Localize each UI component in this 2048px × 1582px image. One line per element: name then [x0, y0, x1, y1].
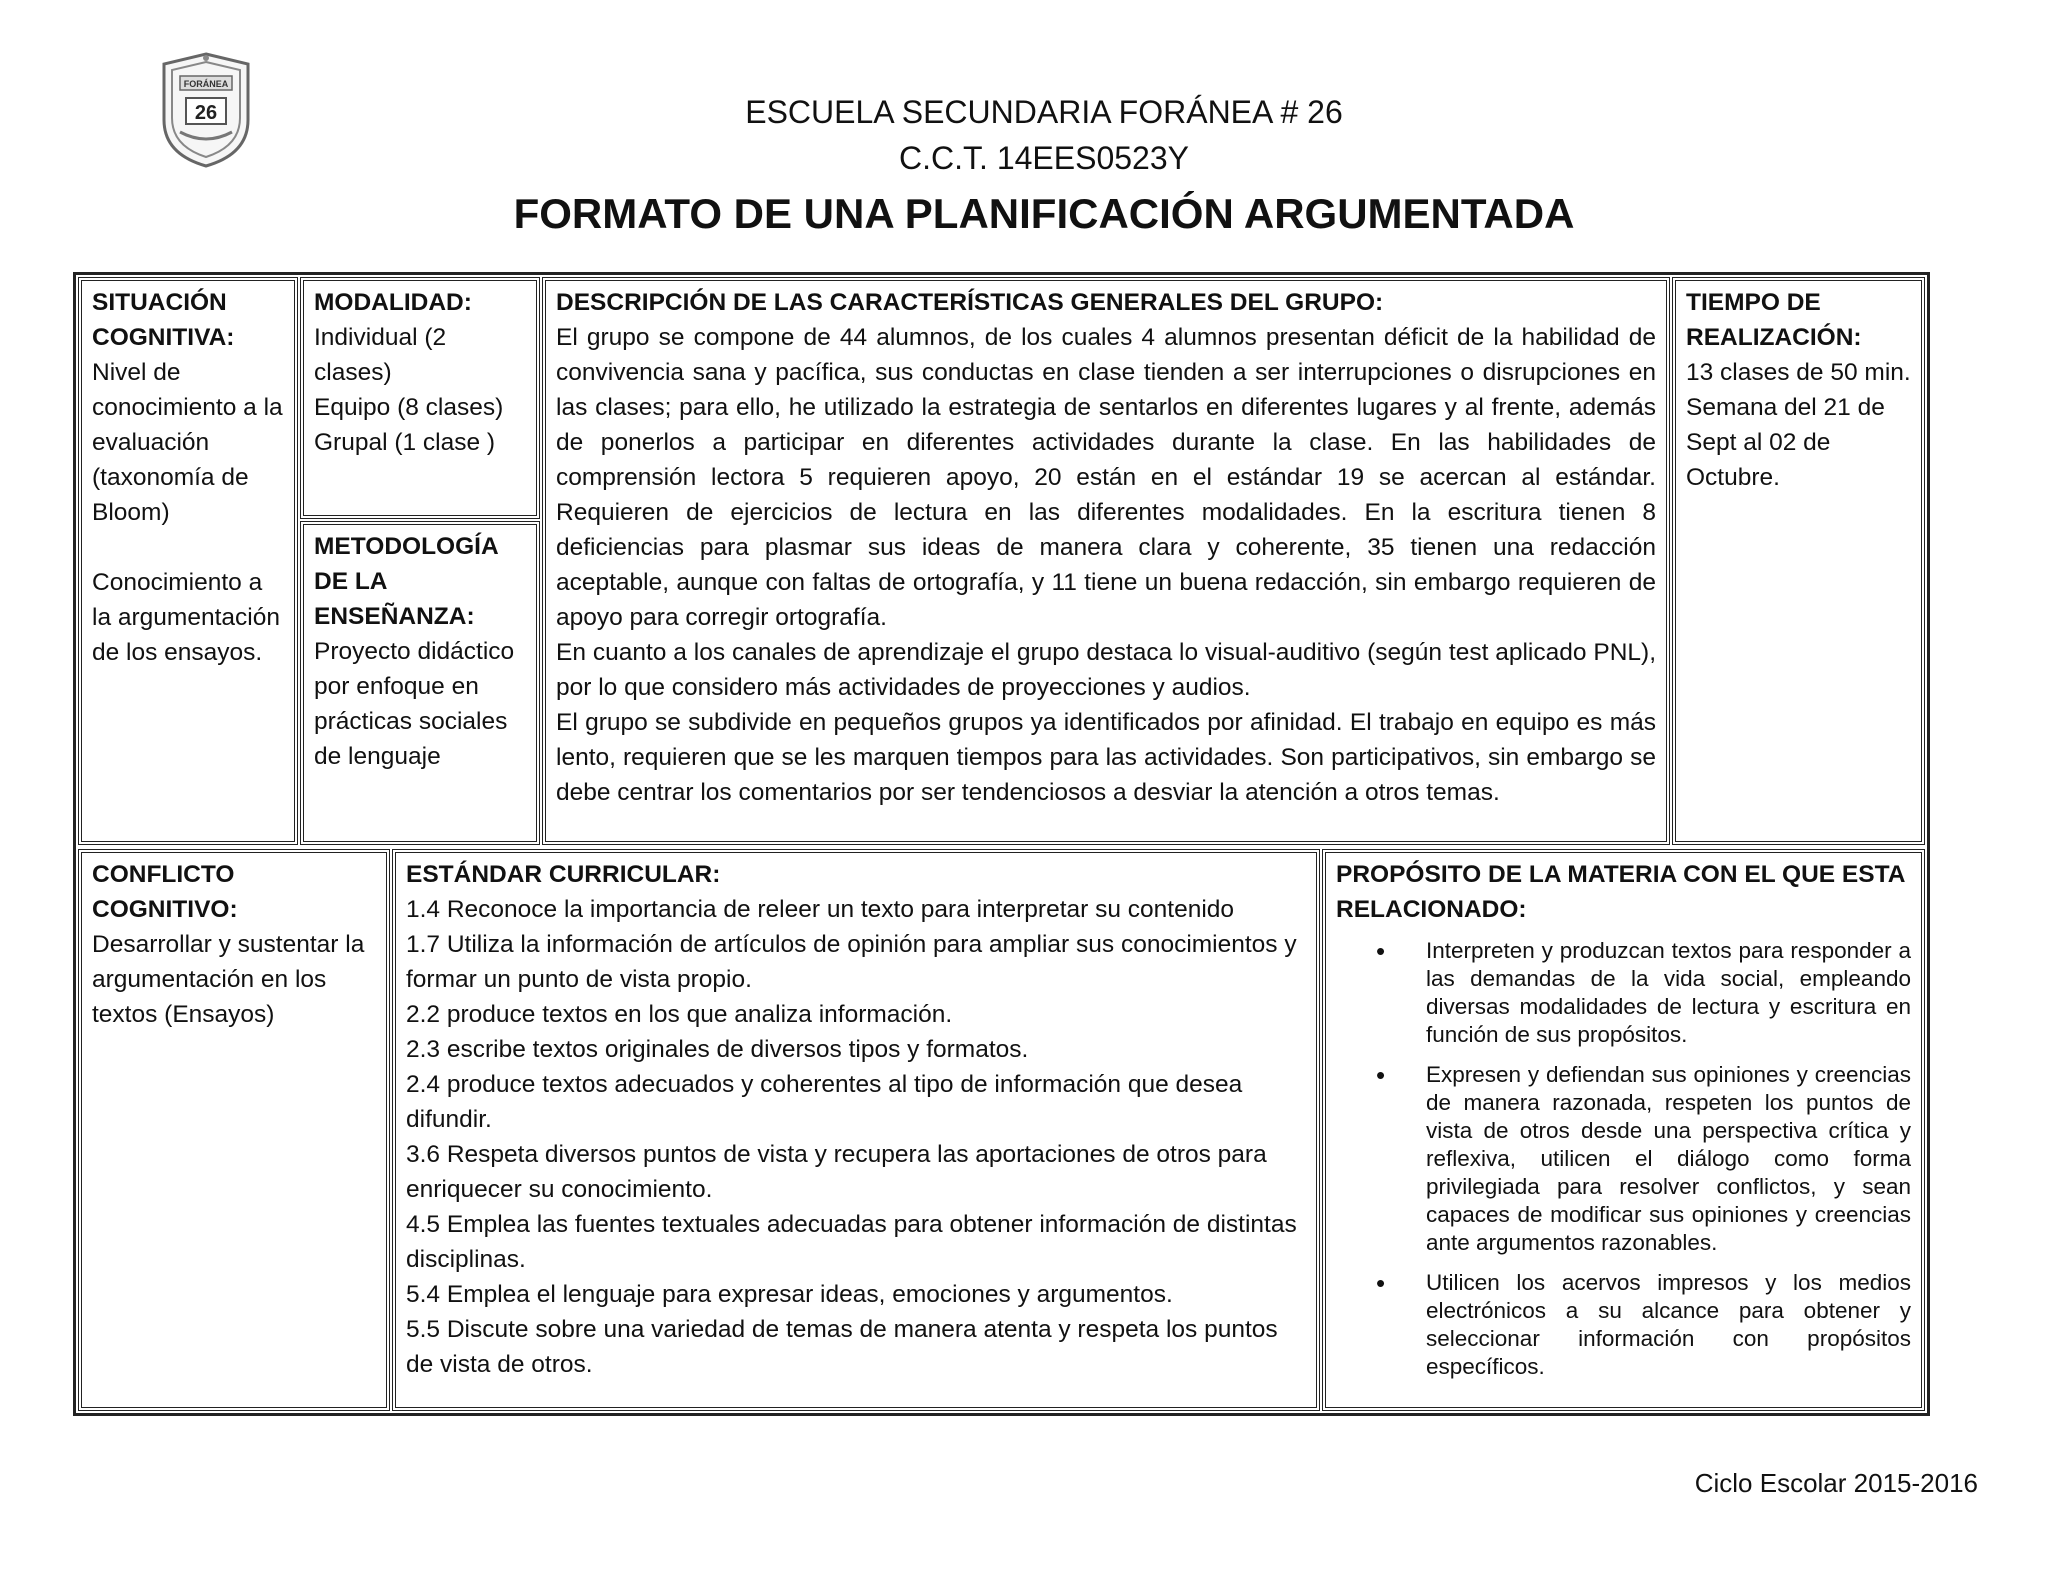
- modalidad-line: Equipo (8 clases): [314, 394, 504, 421]
- estandar-item: 3.6 Respeta diversos puntos de vista y recupera las aportaciones de otros para enriquecer su conocimiento.: [406, 1141, 1267, 1203]
- estandar-curricular-cell: [392, 849, 1320, 1411]
- school-cycle: Ciclo Escolar 2015-2016: [1694, 1468, 1978, 1498]
- tiempo-heading: TIEMPO DE REALIZACIÓN:: [1686, 289, 1862, 351]
- modalidad-cell: [300, 277, 540, 519]
- descripcion-paragraph: El grupo se subdivide en pequeños grupos ya identificados por afinidad. El trabajo en equipo es más lento, requieren que se les marquen tiempos para las actividades. Son participativos, sin embargo se debe centrar los comentarios por ser tendenciosos a desviar la atención a otros temas.: [556, 709, 1656, 806]
- crest-number: 26: [194, 102, 218, 124]
- descripcion-heading: DESCRIPCIÓN DE LAS CARACTERÍSTICAS GENERALES DEL GRUPO:: [556, 289, 1384, 316]
- estandar-item: 2.2 produce textos en los que analiza información.: [406, 1001, 953, 1028]
- estandar-item: 5.5 Discute sobre una variedad de temas de manera atenta y respeta los puntos de vista de otros.: [406, 1316, 1278, 1378]
- descripcion-paragraph: En cuanto a los canales de aprendizaje el grupo destaca lo visual-auditivo (según test aplicado PNL), por lo que considero más actividades de proyecciones y audios.: [556, 639, 1656, 701]
- document-title: FORMATO DE UNA PLANIFICACIÓN ARGUMENTADA: [513, 190, 1575, 237]
- tiempo-cell: [1672, 277, 1925, 845]
- estandar-item: 5.4 Emplea el lenguaje para expresar ideas, emociones y argumentos.: [406, 1281, 1173, 1308]
- proposito-list: [1336, 937, 1911, 1381]
- modalidad-line: Individual (2 clases): [314, 324, 447, 386]
- estandar-item: 4.5 Emplea las fuentes textuales adecuadas para obtener información de distintas disciplinas.: [406, 1211, 1297, 1273]
- conflicto-text: Desarrollar y sustentar la argumentación en los textos (Ensayos): [92, 931, 365, 1028]
- estandar-item: 2.3 escribe textos originales de diversos tipos y formatos.: [406, 1036, 1029, 1063]
- proposito-item: • Interpreten y produzcan textos para responder a las demandas de la vida social, empleando diversas modalidades de lectura y escritura en función de sus propósitos.: [1426, 937, 1911, 1049]
- crest-text-top: FORÁNEA: [183, 79, 229, 89]
- proposito-cell: [1322, 849, 1925, 1411]
- conflicto-cognitivo-cell: [78, 849, 390, 1411]
- situacion-text-2: Conocimiento a la argumentación de los ensayos.: [92, 569, 280, 666]
- situacion-cognitiva-cell: [78, 277, 298, 845]
- metodologia-cell: [300, 521, 540, 845]
- proposito-item: • Expresen y defiendan sus opiniones y creencias de manera razonada, respeten los puntos de vista de otros desde una perspectiva crítica y reflexiva, utilicen el diálogo como forma privilegiada para resolver conflictos, y sean capaces de modificar sus opiniones y creencias ante argumentos razonables.: [1426, 1061, 1911, 1257]
- metodologia-text: Proyecto didáctico por enfoque en prácticas sociales de lenguaje: [314, 638, 515, 770]
- estandar-item: 1.7 Utiliza la información de artículos de opinión para ampliar sus conocimientos y formar un punto de vista propio.: [406, 931, 1297, 993]
- estandar-item: 2.4 produce textos adecuados y coherentes al tipo de información que desea difundir.: [406, 1071, 1243, 1133]
- estandar-item: 1.4 Reconoce la importancia de releer un texto para interpretar su contenido: [406, 896, 1235, 923]
- descripcion-paragraph: El grupo se compone de 44 alumnos, de los cuales 4 alumnos presentan déficit de la habilidad de convivencia sana y pacífica, sus conductas en clase tienden a ser interrupciones o disrupciones en las clases; para ello, he utilizado la estrategia de sentarlos en diferentes lugares y al frente, además de ponerlos a participar en diferentes actividades durante la clase. En las habilidades de comprensión lectora 5 requieren apoyo, 20 están en el estándar 19 se acercan al estándar. Requieren de ejercicios de lectura en las diferentes modalidades. En la escritura tienen 8 deficiencias para plasmar sus ideas de manera clara y coherente, 35 tienen una redacción aceptable, aunque con faltas de ortografía, y 11 tiene un buena redacción, sin embargo requieren de apoyo para corregir ortografía.: [556, 324, 1656, 631]
- modalidad-heading: MODALIDAD:: [314, 289, 472, 316]
- estandar-heading: ESTÁNDAR CURRICULAR:: [406, 861, 721, 888]
- descripcion-cell: [542, 277, 1670, 845]
- situacion-text-1: Nivel de conocimiento a la evaluación (taxonomía de Bloom): [92, 359, 283, 526]
- conflicto-heading: CONFLICTO COGNITIVO:: [92, 861, 238, 923]
- proposito-item: • Utilicen los acervos impresos y los medios electrónicos a su alcance para obtener y seleccionar información con propósitos específicos.: [1426, 1269, 1911, 1381]
- school-cct: C.C.T. 14EES0523Y: [899, 140, 1189, 176]
- proposito-heading: PROPÓSITO DE LA MATERIA CON EL QUE ESTA RELACIONADO:: [1336, 861, 1905, 923]
- school-name: ESCUELA SECUNDARIA FORÁNEA # 26: [745, 94, 1343, 130]
- modalidad-line: Grupal (1 clase ): [314, 429, 496, 456]
- situacion-heading: SITUACIÓN COGNITIVA:: [92, 289, 235, 351]
- metodologia-heading: METODOLOGÍA DE LA ENSEÑANZA:: [314, 533, 498, 630]
- tiempo-text: 13 clases de 50 min. Semana del 21 de Sept al 02 de Octubre.: [1686, 359, 1911, 491]
